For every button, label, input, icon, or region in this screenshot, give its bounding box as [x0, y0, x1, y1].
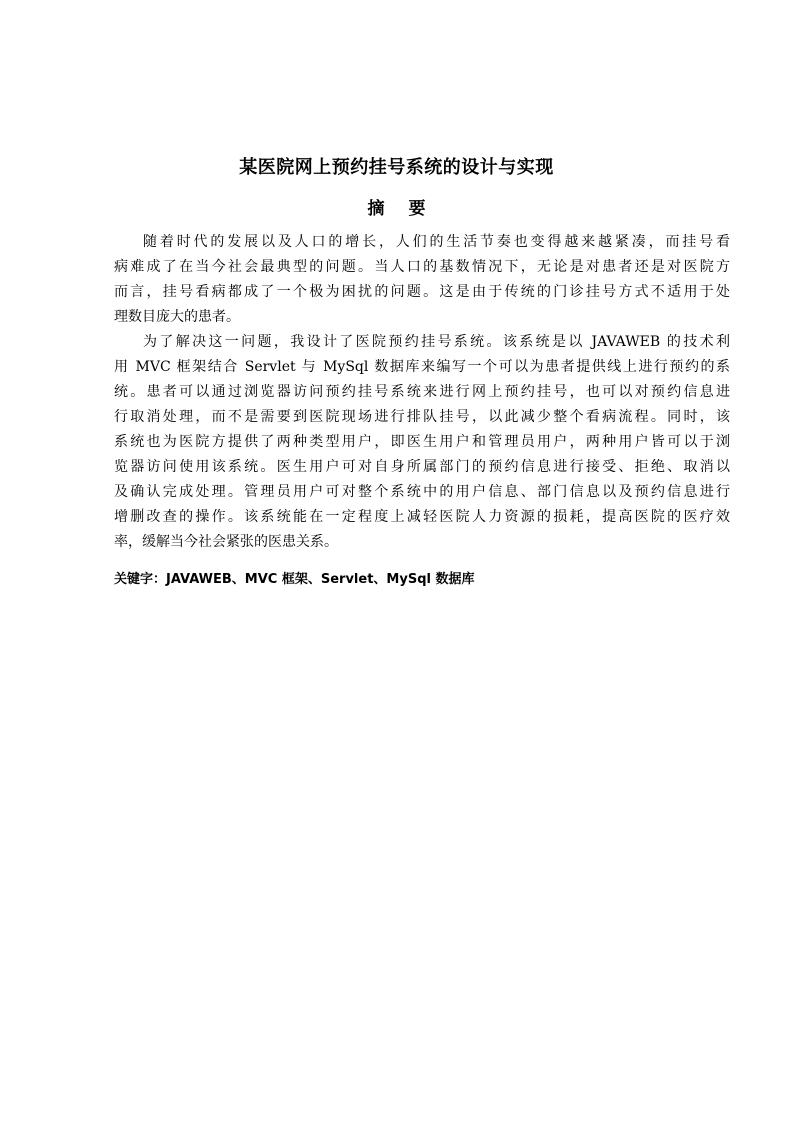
abstract-paragraph-2: [114, 330, 730, 555]
paragraph-line: 览器访问使用该系统。医生用户可对自身所属部门的预约信息进行接受、拒绝、取消以: [114, 459, 730, 475]
paragraph-line: 及确认完成处理。管理员用户可对整个系统中的用户信息、部门信息以及预约信息进行: [114, 484, 730, 500]
paragraph-line: 系统也为医院方提供了两种类型用户，即医生用户和管理员用户，两种用户皆可以于浏: [114, 434, 730, 450]
paragraph-line: 增删改查的操作。该系统能在一定程度上减轻医院人力资源的损耗，提高医院的医疗效: [114, 509, 730, 525]
abstract-heading: [0, 197, 793, 221]
paragraph-line: 行取消处理，而不是需要到医院现场进行排队挂号，以此减少整个看病流程。同时，该: [114, 409, 730, 425]
paragraph-line: 用 MVC 框架结合 Servlet 与 MySql 数据库来编写一个可以为患者提供线上进行预约的系: [114, 359, 730, 375]
document-title: 某医院网上预约挂号系统的设计与实现: [239, 157, 554, 178]
paragraph-line: 理数目庞大的患者。: [114, 309, 240, 325]
abstract-heading-char: 摘: [367, 199, 385, 219]
paragraph-line: 病难成了在当今社会最典型的问题。当人口的基数情况下，无论是对患者还是对医院方: [114, 259, 730, 275]
paragraph-line: 为了解决这一问题，我设计了医院预约挂号系统。该系统是以 JAVAWEB 的技术利: [143, 334, 730, 350]
paragraph-line: 随着时代的发展以及人口的增长，人们的生活节奏也变得越来越紧凑，而挂号看: [143, 234, 730, 250]
paragraph-line: 率，缓解当今社会紧张的医患关系。: [114, 534, 338, 550]
abstract-heading-char: 要: [408, 199, 426, 219]
paragraph-line: 统。患者可以通过浏览器访问预约挂号系统来进行网上预约挂号，也可以对预约信息进: [114, 384, 730, 400]
abstract-paragraph-1: [114, 230, 730, 330]
keywords-line: 关键字：JAVAWEB、MVC 框架、Servlet、MySql 数据库: [114, 572, 475, 587]
paragraph-line: 而言，挂号看病都成了一个极为困扰的问题。这是由于传统的门诊挂号方式不适用于处: [114, 284, 730, 300]
